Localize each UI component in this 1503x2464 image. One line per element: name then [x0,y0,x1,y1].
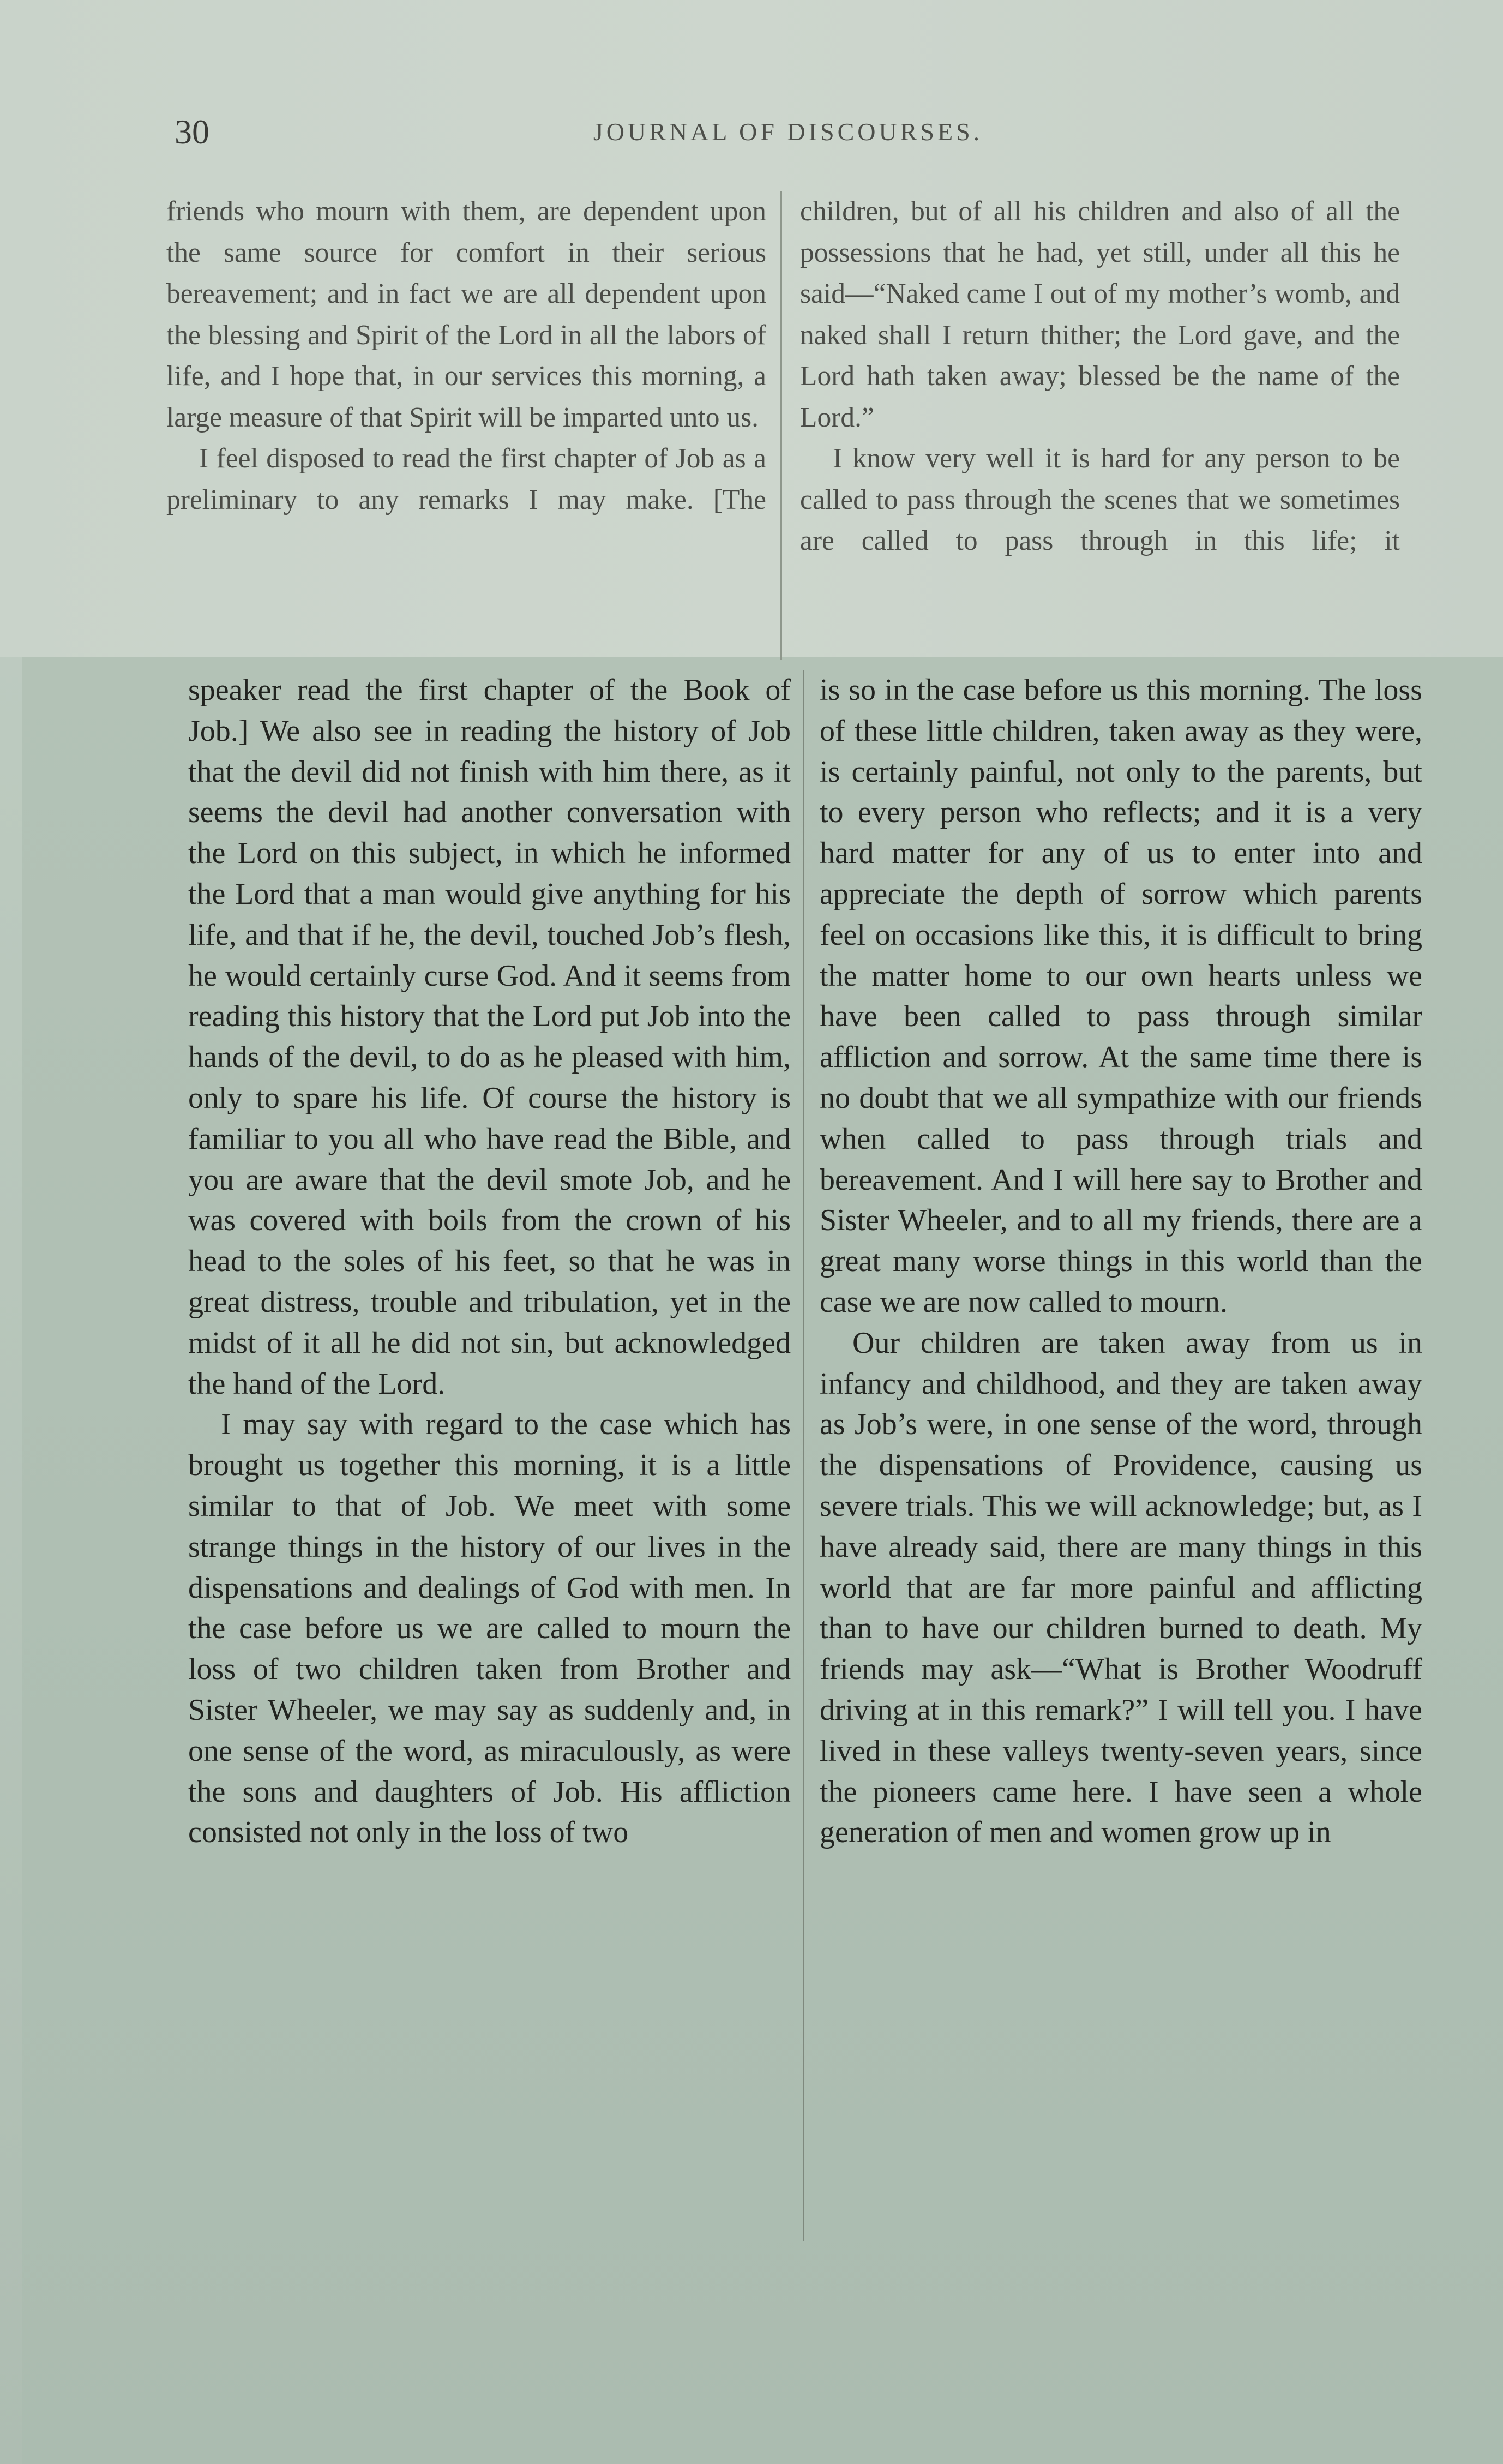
paragraph: I may say with regard to the case which has brought us together this morning, it is a little similar to that of Job. We meet with some strange things in the history of our lives in the dispensations and dealings of God with men. In the case before us we are called to mourn the loss of two children taken from Brother and Sister Wheeler, we may say as suddenly and, in one sense of the word, as miraculously, as were the sons and daughters of Job. His affliction consisted not only in the loss of two [188,1407,791,1850]
paragraph: I feel disposed to read the first chapter of Job as a preliminary to any remarks I may make. [The [166,443,766,515]
paragraph: speaker read the first chapter of the Book of Job.] We also see in reading the history of Job that the devil did not finish with him there, as it seems the devil had another conversation with the Lord on this subject, in which he informed the Lord that a man would give anything for his life, and that if he, the devil, touched Job’s flesh, he would certainly curse God. And it seems from reading this history that the Lord put Job into the hands of the devil, to do as he pleased with him, only to spare his life. Of course the history is familiar to you all who have read the Bible, and you are aware that the devil smote Job, and he was covered with boils from the crown of his head to the soles of his feet, so that he was in great distress, trouble and tribulation, yet in the midst of it all he did not sin, but acknowledged the hand of the Lord. [188,673,791,1401]
left-column-upper [166,191,766,520]
left-column-lower [188,670,791,1853]
running-title: JOURNAL OF DISCOURSES. [593,118,983,146]
paragraph: Our children are taken away from us in infancy and childhood, and they are taken away as Job’s were, in one sense of the word, through the dispensations of Providence, causing us severe trials. This we will acknowledge; but, as I have already said, there are many things in this world that are far more painful and afflicting than to have our children burned to death. My friends may ask—“What is Brother Woodruff driving at in this remark?” I will tell you. I have lived in these valleys twenty-seven years, since the pioneers came here. I have seen a whole generation of men and women grow up in [820,1326,1422,1850]
paragraph: I know very well it is hard for any person to be called to pass through the scenes that we sometimes are called to pass through in this life; it [800,443,1400,556]
column-divider-upper [780,191,782,660]
page-number: 30 [175,112,209,151]
right-column-lower [820,670,1422,1853]
paragraph: friends who mourn with them, are dependent upon the same source for comfort in their serious bereavement; and in fact we are all dependent upon the blessing and Spirit of the Lord in all the labors of life, and I hope that, in our services this morning, a large measure of that Spirit will be imparted unto us. [166,196,766,433]
paragraph: is so in the case before us this morning. The loss of these little children, taken away as they were, is certainly painful, not only to the parents, but to every person who reflects; and it is a very hard matter for any of us to enter into and appreciate the depth of sorrow which parents feel on occasions like this, it is difficult to bring the matter home to our own hearts unless we have been called to pass through similar affliction and sorrow. At the same time there is no doubt that we all sympathize with our friends when called to pass through trials and bereavement. And I will here say to Brother and Sister Wheeler, and to all my friends, there are a great many worse things in this world than the case we are now called to mourn. [820,673,1422,1319]
paragraph: children, but of all his children and also of all the possessions that he had, yet still, under all this he said—“Naked came I out of my mother’s womb, and naked shall I return thither; the Lord gave, and the Lord hath taken away; blessed be the name of the Lord.” [800,196,1400,433]
right-column-upper [800,191,1400,562]
column-divider-lower [803,670,804,2241]
page-header [175,112,1402,155]
